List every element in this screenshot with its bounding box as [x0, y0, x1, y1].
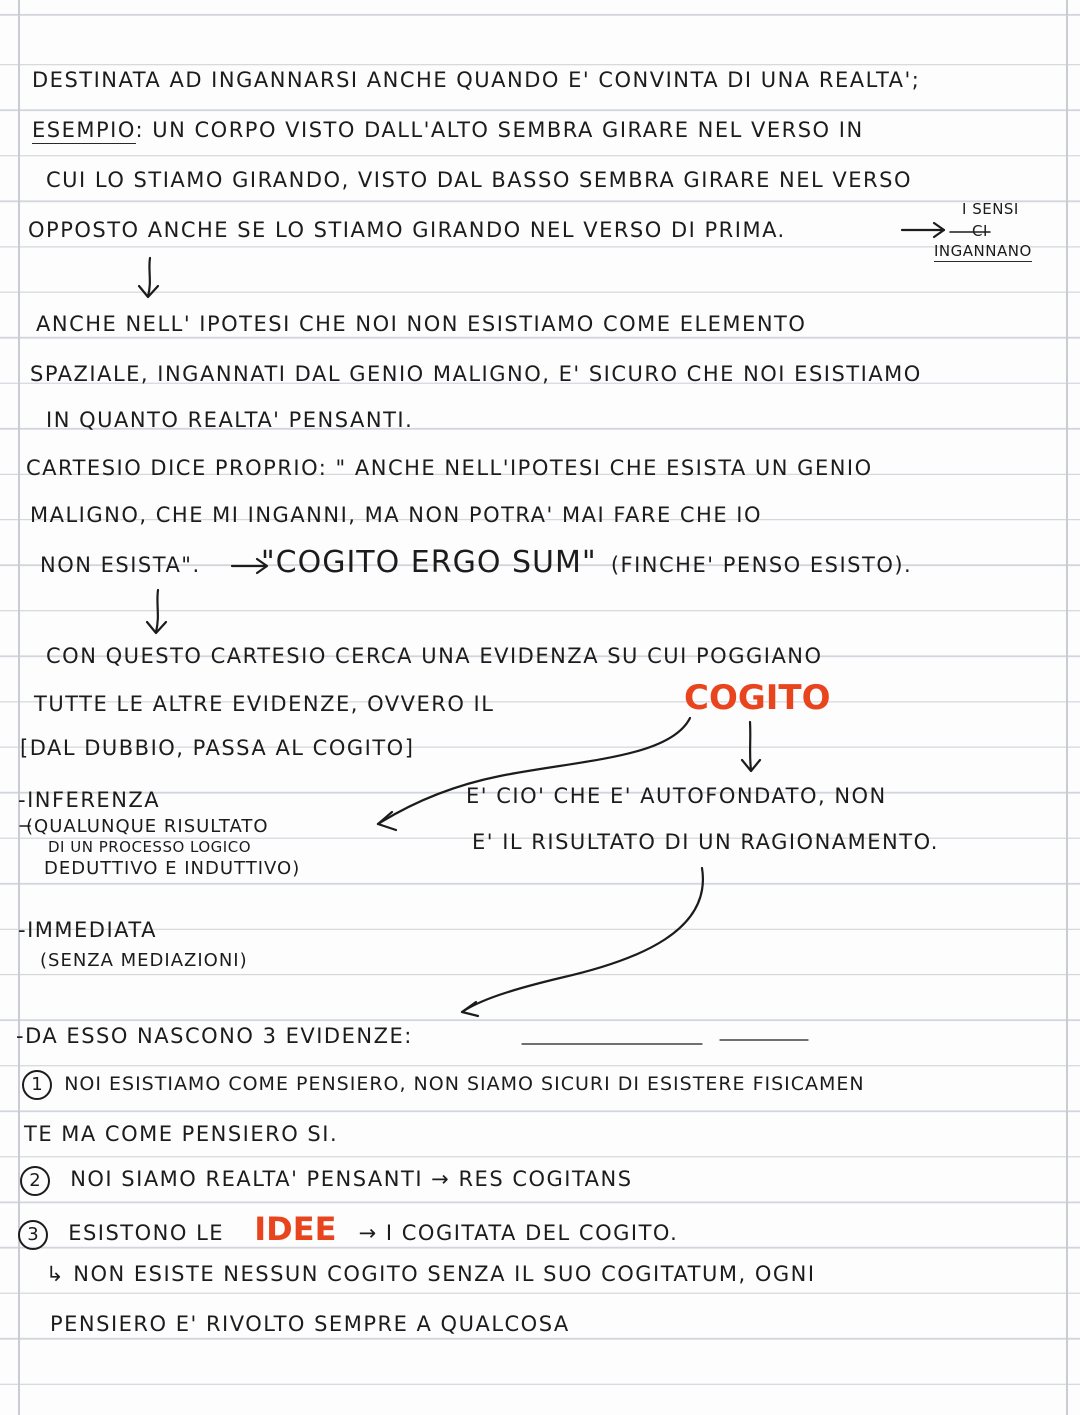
number-2-badge: 2 [20, 1166, 50, 1196]
number-3-badge: 3 [18, 1220, 48, 1250]
cogito-highlight: COGITO [684, 678, 831, 718]
evidence-3-continuation: → I COGITATA DEL COGITO. [358, 1221, 679, 1245]
evidence-3 [18, 1210, 678, 1250]
evidence-1-line-2: TE MA COME PENSIERO SI. [24, 1122, 339, 1146]
example-text: : UN CORPO VISTO DALL'ALTO SEMBRA GIRARE NEL VERSO IN [135, 118, 864, 142]
immediata-note: (SENZA MEDIAZIONI) [40, 950, 248, 971]
note-line-6: SPAZIALE, INGANNATI DAL GENIO MALIGNO, E' SICURO CHE NOI ESISTIAMO [30, 362, 922, 386]
note-line-11: CON QUESTO CARTESIO CERCA UNA EVIDENZA SU CUI POGGIANO [46, 644, 823, 668]
number-1-badge: 1 [22, 1070, 52, 1100]
note-line-7: IN QUANTO REALTA' PENSANTI. [46, 408, 414, 432]
evidence-2 [20, 1166, 633, 1196]
side-note-senses: I SENSI [962, 200, 1019, 218]
inferenza-note-3: DEDUTTIVO E INDUTTIVO) [44, 858, 301, 879]
side-note-ci: CI [972, 222, 988, 240]
evidence-1-text: NOI ESISTIAMO COME PENSIERO, NON SIAMO SICURI DI ESISTERE FISICAMEN [64, 1073, 865, 1095]
note-line-14: -DA ESSO NASCONO 3 EVIDENZE: [16, 1024, 413, 1048]
cogito-ergo-sum: "COGITO ERGO SUM" [260, 545, 597, 580]
note-line-12: TUTTE LE ALTRE EVIDENZE, OVVERO IL [34, 692, 495, 716]
note-line-5: ANCHE NELL' IPOTESI CHE NOI NON ESISTIAMO COME ELEMENTO [36, 312, 807, 336]
note-line-9: MALIGNO, CHE MI INGANNI, MA NON POTRA' MAI FARE CHE IO [30, 503, 763, 527]
left-margin-line [18, 0, 20, 1415]
down-arrow-from-cogito-icon [742, 722, 760, 771]
note-line-1: DESTINATA AD INGANNARSI ANCHE QUANDO E' CONVINTA DI UNA REALTA'; [32, 68, 921, 92]
right-margin-line [1066, 0, 1068, 1415]
down-arrow-2-icon [147, 590, 166, 633]
side-note-deceive: INGANNANO [934, 242, 1032, 260]
evidence-1-line-1 [22, 1070, 865, 1100]
cogito-translation: (FINCHE' PENSO ESISTO). [610, 553, 913, 577]
inferenza-note-2: DI UN PROCESSO LOGICO [48, 838, 252, 856]
note-line-8: CARTESIO DICE PROPRIO: " ANCHE NELL'IPOTESI CHE ESISTA UN GENIO [26, 456, 873, 480]
evidence-3-text: ESISTONO LE [68, 1221, 225, 1245]
immediata-heading: -IMMEDIATA [18, 918, 157, 942]
evidence-2-text: NOI SIAMO REALTA' PENSANTI → RES COGITANS [70, 1167, 633, 1191]
example-label: ESEMPIO [32, 118, 136, 142]
curved-arrow-to-evidences-icon [462, 868, 703, 1016]
self-founded-line-1: E' CIO' CHE E' AUTOFONDATO, NON [466, 784, 887, 808]
note-line-4: OPPOSTO ANCHE SE LO STIAMO GIRANDO NEL VERSO DI PRIMA. [28, 218, 786, 242]
note-line-10 [40, 545, 912, 580]
down-arrow-1-icon [139, 258, 158, 297]
note-line-20: PENSIERO E' RIVOLTO SEMPRE A QUALCOSA [50, 1312, 570, 1336]
self-founded-line-2: E' IL RISULTATO DI UN RAGIONAMENTO. [472, 830, 939, 854]
note-line-19: ↳ NON ESISTE NESSUN COGITO SENZA IL SUO COGITATUM, OGNI [46, 1262, 816, 1286]
inferenza-heading: -INFERENZA [18, 788, 161, 812]
idee-highlight: IDEE [254, 1210, 337, 1248]
curved-arrow-to-inferenza-icon [378, 718, 690, 830]
note-line-3: CUI LO STIAMO GIRANDO, VISTO DAL BASSO SEMBRA GIRARE NEL VERSO [46, 168, 912, 192]
not-exist-text: NON ESISTA". [40, 553, 201, 577]
inferenza-note-1: (QUALUNQUE RISULTATO [26, 816, 269, 837]
note-line-2 [32, 118, 864, 142]
note-line-13: [DAL DUBBIO, PASSA AL COGITO] [20, 736, 415, 760]
